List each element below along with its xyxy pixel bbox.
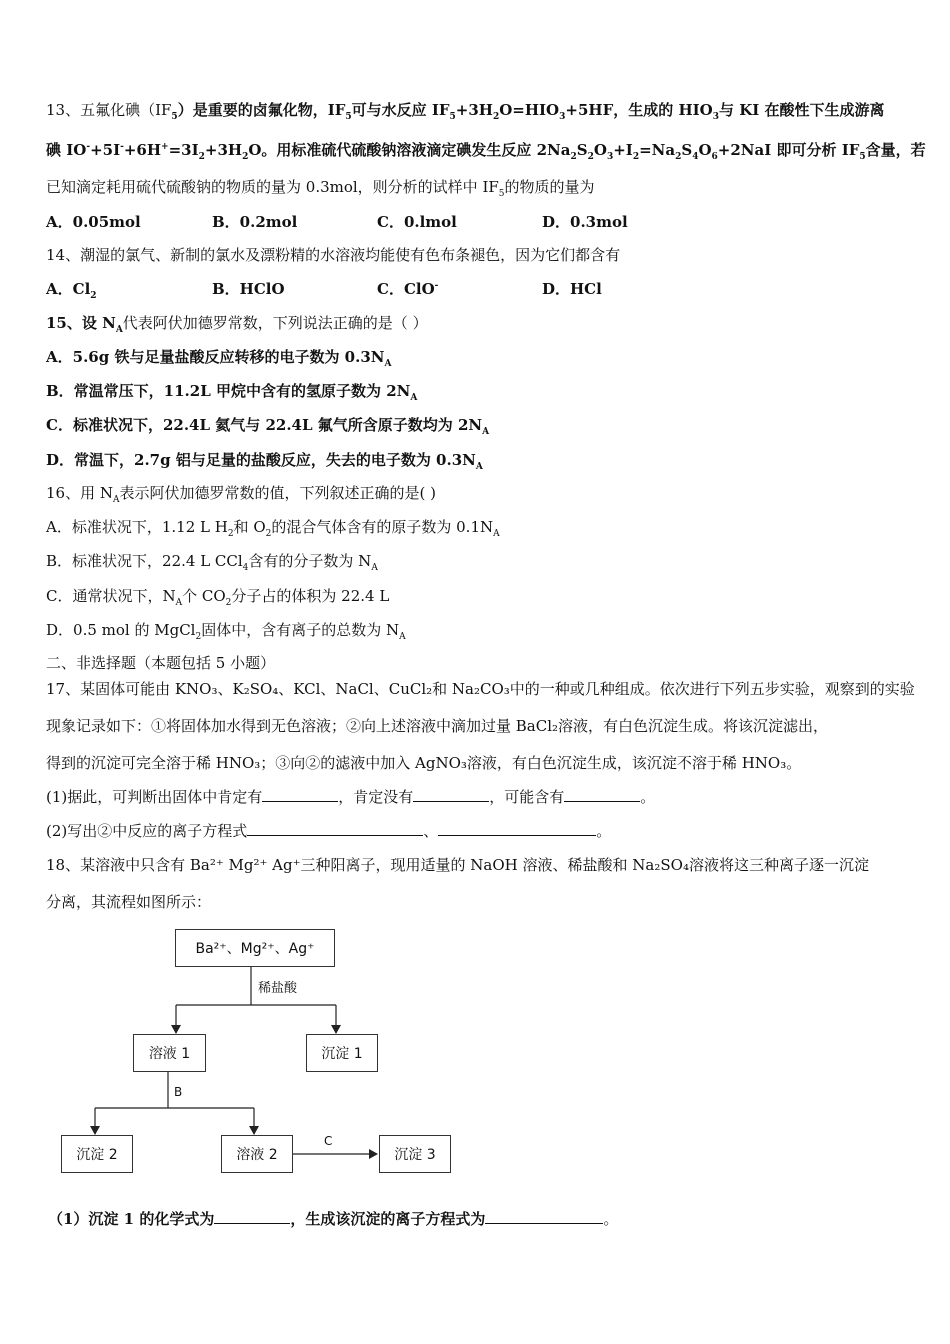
reagent-1-label: 稀盐酸 (258, 981, 298, 996)
q17-line-2: 现象记录如下：①将固体加水得到无色溶液；②向上述溶液中滴加过量 BaCl₂溶液，有白色沉淀生成。将该沉淀滤出， (46, 717, 829, 735)
q16-option-c[interactable]: C．通常状况下，$N_A$个 $CO_2$分子占的体积为 22.4 L (46, 587, 390, 608)
q17-line-3: 得到的沉淀可完全溶于稀 HNO₃；③向②的滤液中加入 AgNO₃溶液，有白色沉淀生成，该沉淀不溶于稀 HNO₃。 (46, 754, 802, 772)
q14-option-a[interactable]: A．$Cl_2$ (46, 280, 97, 301)
answer-blank[interactable] (214, 1209, 290, 1224)
q14-option-b[interactable]: B．HClO (212, 280, 285, 298)
q17-part-2: (2)写出②中反应的离子方程式 、 。 (46, 822, 612, 840)
q14-option-c[interactable]: C．ClO- (377, 280, 439, 298)
solution-2-box: 溶液 2 (221, 1135, 293, 1173)
q16-option-a[interactable]: A．标准状况下，1.12 L $H_2$和 $O_2$的混合气体含有的原子数为 $0.1N_A$ (46, 518, 500, 539)
q13-option-a[interactable]: A．0.05mol (46, 213, 141, 231)
q13-line-3: 已知滴定耗用硫代硫酸钠的物质的量为 0.3mol，则分析的试样中 $IF_5$的物质的量为 (46, 178, 595, 199)
q16-option-d[interactable]: D．0.5 mol 的 MgCl$_2$固体中，含有离子的总数为 $N_A$ (46, 621, 406, 642)
q13-option-c[interactable]: C．0.lmol (377, 213, 457, 231)
q14-stem: 14、潮湿的氯气、新制的氯水及漂粉精的水溶液均能使有色布条褪色，因为它们都含有 (46, 246, 621, 264)
q13-line-2: 碘 $IO^-+5I^-+6H^+=3I_2+3H_2O$。用标准硫代硫酸钠溶液滴定碘发生反应 $2Na_2S_2O_3+I_2=Na_2S_4O_6+2NaI$ 即可分析 $IF_5$含量，若 (46, 141, 926, 162)
q13-line-1: 13、五氟化碘$(IF_5)$是重要的卤氟化物，$IF_5$可与水反应 $IF_5+3H_2O=HIO_3+5HF$，生成的 $HIO_3$与 KI 在酸性下生成游离 (46, 101, 885, 122)
solution-1-box: 溶液 1 (133, 1034, 206, 1072)
q15-option-d[interactable]: D．常温下，2.7g 铝与足量的盐酸反应，失去的电子数为 $0.3N_A$ (46, 451, 483, 472)
q17-part-1: (1)据此，可判断出固体中肯定有 ，肯定没有 ，可能含有 。 (46, 788, 656, 806)
q17-line-1: 17、某固体可能由 KNO₃、K₂SO₄、KCl、NaCl、CuCl₂和 Na₂CO₃中的一种或几种组成。依次进行下列五步实验，观察到的实验 (46, 680, 915, 698)
precipitate-3-box: 沉淀 3 (379, 1135, 451, 1173)
q15-stem: 15、设 $N_A$代表阿伏加德罗常数，下列说法正确的是（ ） (46, 314, 428, 335)
q18-line-1: 18、某溶液中只含有 Ba²⁺ Mg²⁺ Ag⁺三种阳离子，现用适量的 NaOH 溶液、稀盐酸和 Na₂SO₄溶液将这三种离子逐一沉淀 (46, 856, 869, 874)
reagent-c-label: C (324, 1134, 333, 1148)
flow-start-box: Ba²⁺、Mg²⁺、Ag⁺ (175, 929, 335, 967)
section-heading: 二、非选择题（本题包括 5 小题） (46, 654, 276, 672)
q13-option-d[interactable]: D．0.3mol (542, 213, 628, 231)
answer-blank[interactable] (485, 1209, 603, 1224)
q13-option-b[interactable]: B．0.2mol (212, 213, 298, 231)
q16-stem: 16、用 $N_A$表示阿伏加德罗常数的值，下列叙述正确的是( ) (46, 484, 436, 505)
q14-option-d[interactable]: D．HCl (542, 280, 602, 298)
q16-option-b[interactable]: B．标准状况下，22.4 L CCl$_4$含有的分子数为 $N_A$ (46, 552, 378, 573)
q15-option-c[interactable]: C．标准状况下，22.4L 氦气与 22.4L 氟气所含原子数均为 $2N_A$ (46, 416, 490, 437)
q18-line-2: 分离，其流程如图所示： (46, 893, 212, 911)
precipitate-2-box: 沉淀 2 (61, 1135, 133, 1173)
q18-part-1: （1）沉淀 1 的化学式为 ，生成该沉淀的离子方程式为 。 (48, 1210, 619, 1228)
q15-option-b[interactable]: B．常温常压下，11.2L 甲烷中含有的氢原子数为 $2N_A$ (46, 382, 418, 403)
reagent-b-label: B (174, 1085, 183, 1099)
q15-option-a[interactable]: A．5.6g 铁与足量盐酸反应转移的电子数为 $0.3N_A$ (46, 348, 392, 369)
precipitate-1-box: 沉淀 1 (306, 1034, 378, 1072)
